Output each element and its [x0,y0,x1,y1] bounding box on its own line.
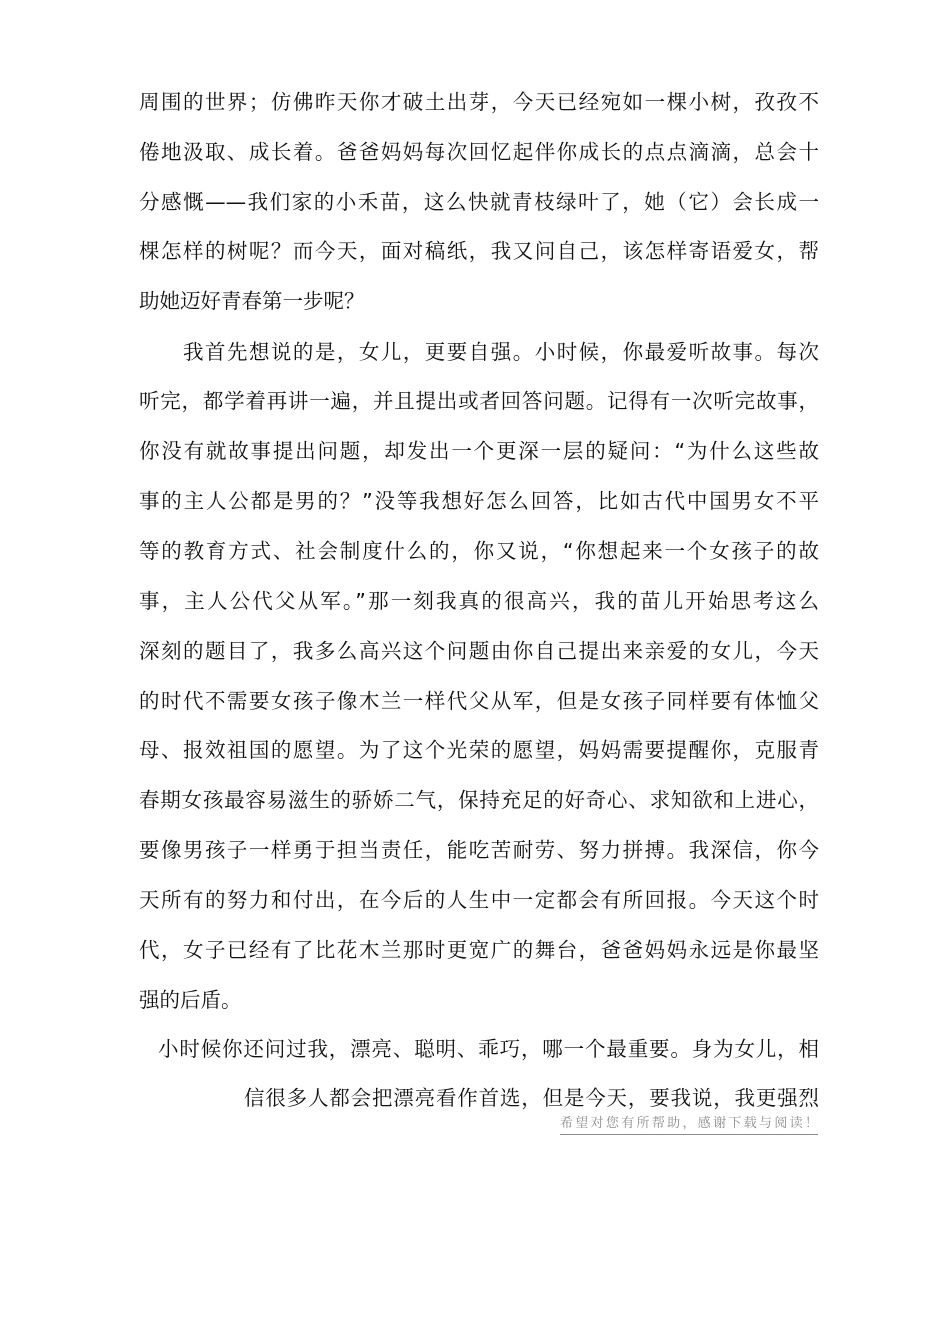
body-text-line: 春期女孩最容易滋生的骄娇二气，保持充足的好奇心、求知欲和上进心， [139,788,819,812]
body-text-line: 要像男孩子一样勇于担当责任，能吃苦耐劳、努力拼搏。我深信，你今 [139,838,819,862]
body-text-line: 棵怎样的树呢？而今天，面对稿纸，我又问自己，该怎样寄语爱女，帮 [139,239,819,263]
body-text-line: 的时代不需要女孩子像木兰一样代父从军，但是女孩子同样要有体恤父 [139,689,819,713]
body-text-line: 强的后盾。 [139,988,242,1012]
body-text-line: 信很多人都会把漂亮看作首选，但是今天，要我说，我更强烈 [244,1086,819,1110]
body-text-line: 倦地汲取、成长着。爸爸妈妈每次回忆起伴你成长的点点滴滴，总会十 [139,140,819,164]
body-text-line: 母、报效祖国的愿望。为了这个光荣的愿望，妈妈需要提醒你，克服青 [139,738,819,762]
body-text-line: 周围的世界；仿佛昨天你才破土出芽，今天已经宛如一棵小树，孜孜不 [139,90,819,114]
body-text-line: 分感慨——我们家的小禾苗，这么快就青枝绿叶了，她（它）会长成一 [139,190,819,214]
footer-note: 希望对您有所帮助，感谢下载与阅读！ [560,1114,818,1135]
body-text-line: 等的教育方式、社会制度什么的，你又说，“你想起来一个女孩子的故 [139,539,819,563]
body-text-line: 助她迈好青春第一步呢？ [139,289,365,313]
body-text-line: 我首先想说的是，女儿，更要自强。小时候，你最爱听故事。每次 [183,340,819,364]
body-text-line: 你没有就故事提出问题，却发出一个更深一层的疑问：“为什么这些故 [139,439,819,463]
body-text-line: 代，女子已经有了比花木兰那时更宽广的舞台，爸爸妈妈永远是你最坚 [139,938,819,962]
body-text-line: 深刻的题目了，我多么高兴这个问题由你自己提出来亲爱的女儿，今天 [139,639,819,663]
body-text-line: 事的主人公都是男的？”没等我想好怎么回答，比如古代中国男女不平 [139,489,819,513]
body-text-line: 事，主人公代父从军。”那一刻我真的很高兴，我的苗儿开始思考这么 [139,589,819,613]
body-text-line: 听完，都学着再讲一遍，并且提出或者回答问题。记得有一次听完故事， [139,389,819,413]
body-text-line: 小时候你还问过我，漂亮、聪明、乖巧，哪一个最重要。身为女儿，相 [158,1037,819,1061]
body-text-line: 天所有的努力和付出，在今后的人生中一定都会有所回报。今天这个时 [139,888,819,912]
